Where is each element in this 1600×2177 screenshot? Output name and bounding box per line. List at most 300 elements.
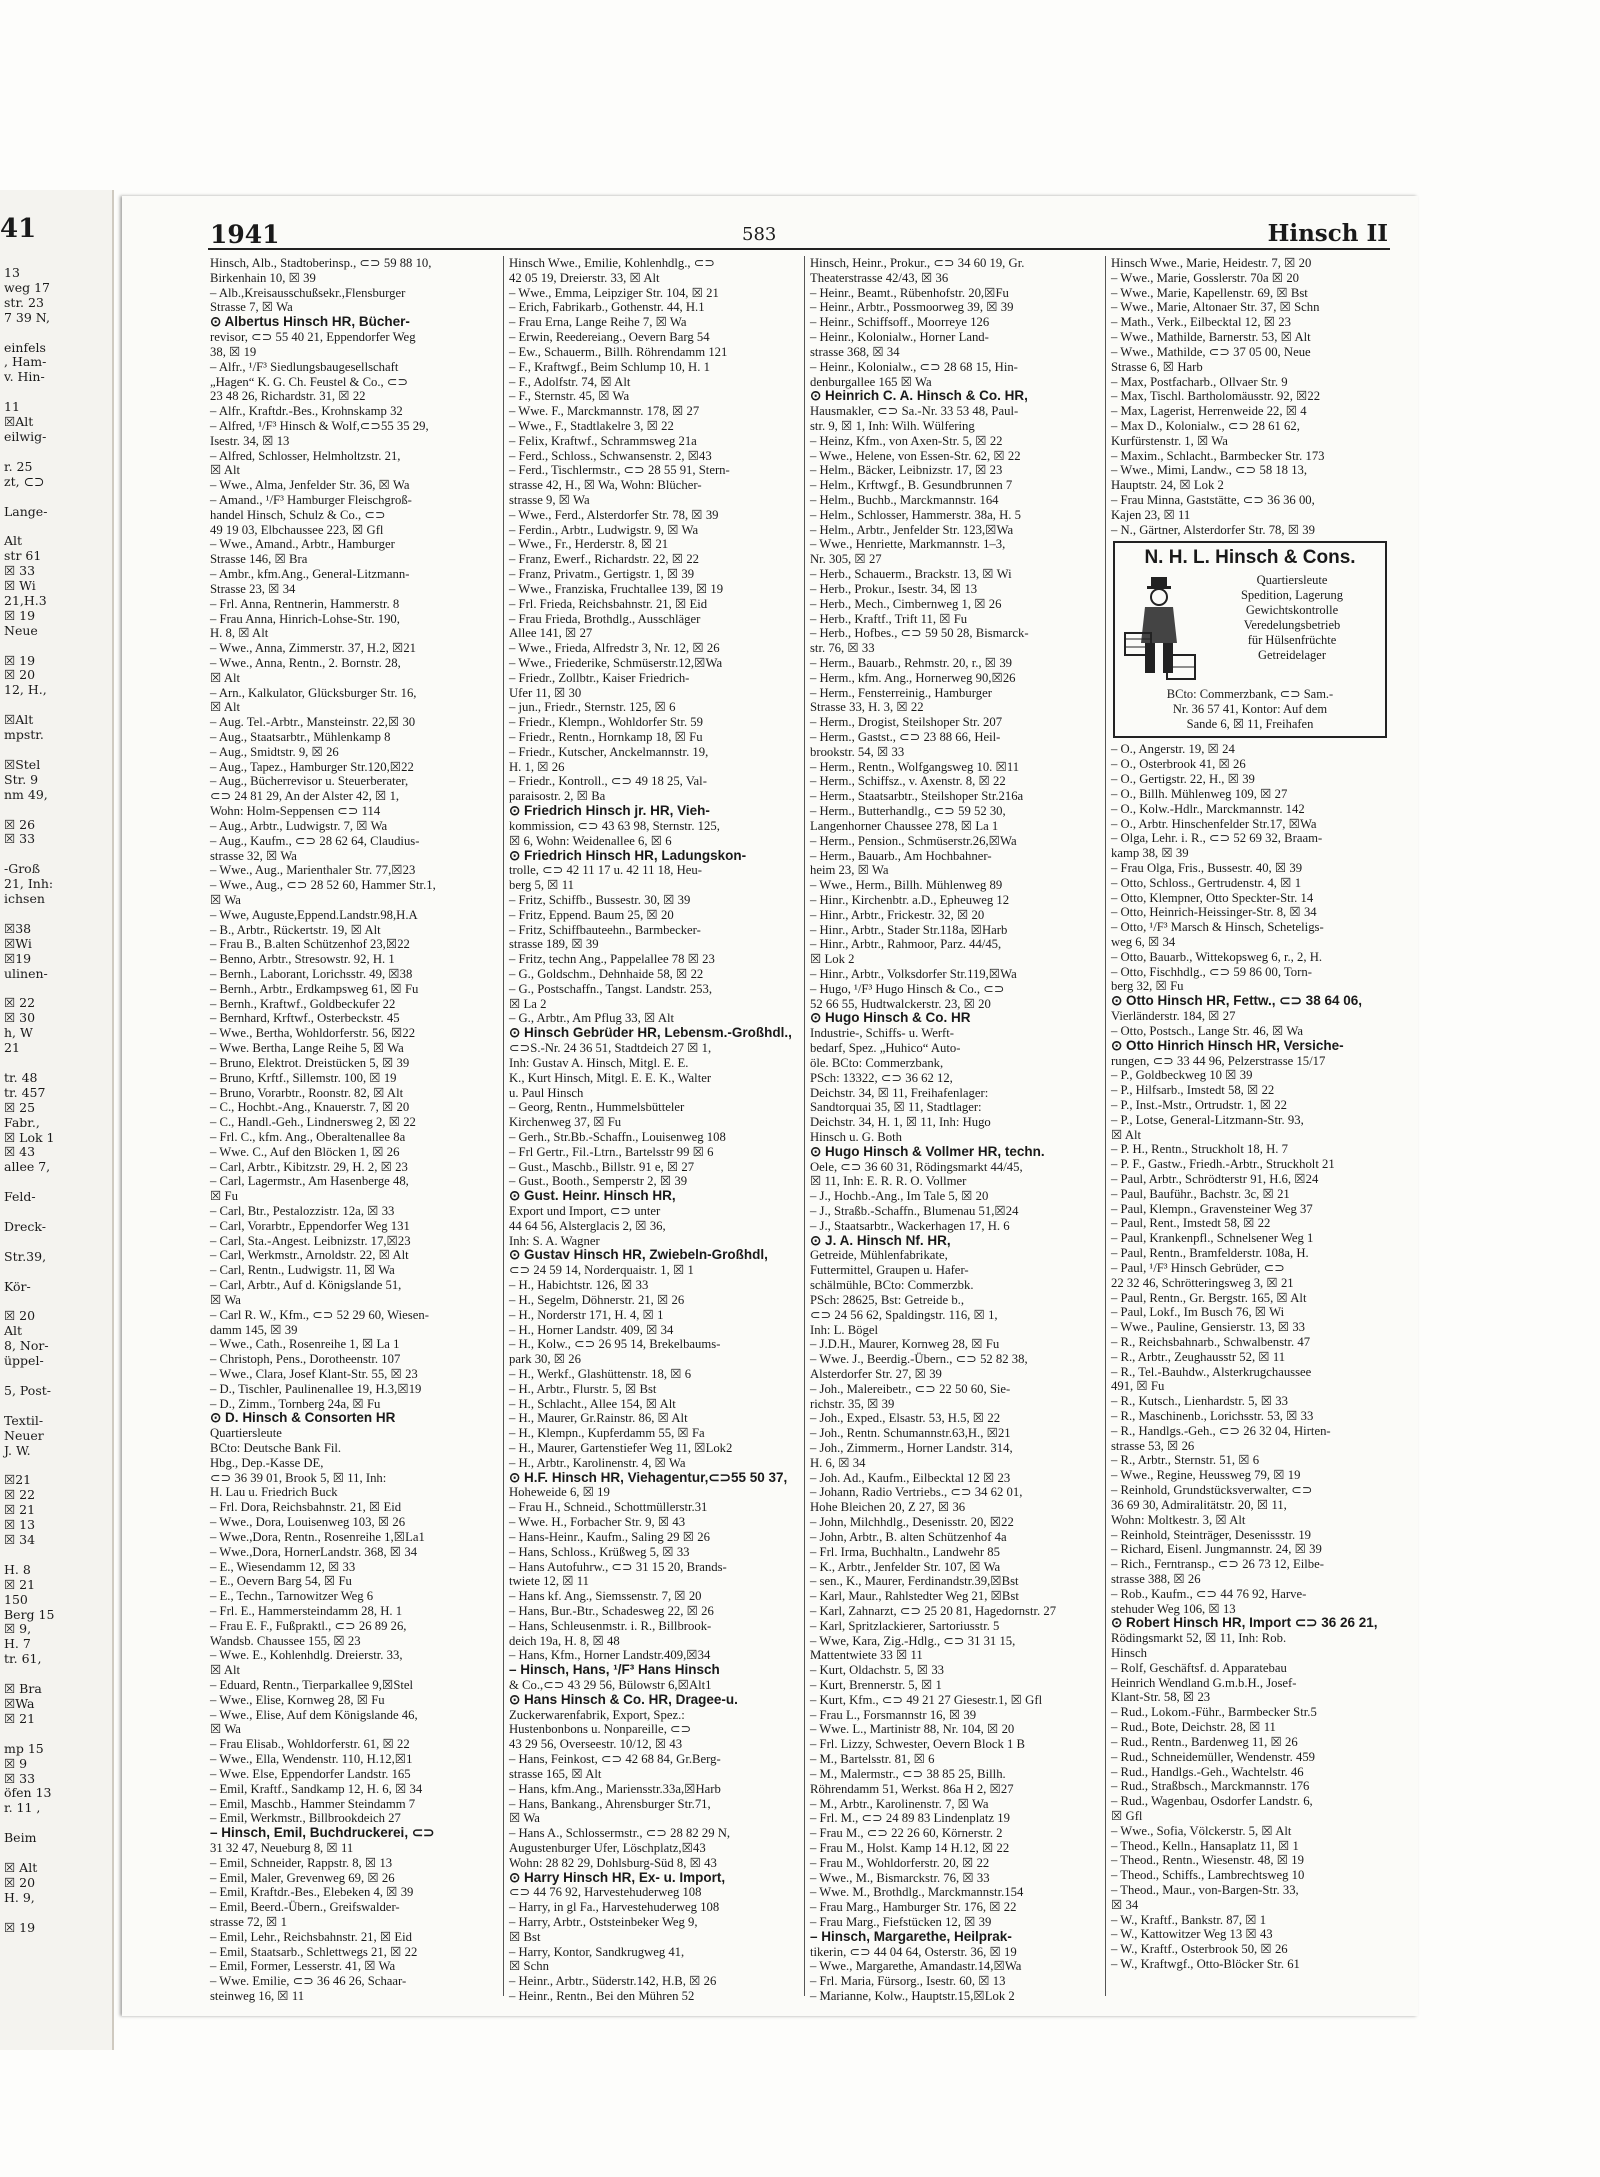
directory-entry-line: ☒ Fu bbox=[210, 1189, 238, 1204]
directory-entry-line: – H., Maurer, Gartenstiefer Weg 11, ☒Lok2 bbox=[509, 1441, 733, 1455]
directory-entry-line: – Paul, Rent., Imstedt 58, ☒ 22 bbox=[1111, 1216, 1271, 1231]
page-fragment: Berg 15 bbox=[4, 1606, 55, 1622]
directory-entry-line: – Aug., Bücherrevisor u. Steuerberater, bbox=[210, 774, 409, 789]
page-fragment: öfen 13 bbox=[4, 1785, 52, 1801]
directory-entry-line: ☒ Gfl bbox=[1111, 1808, 1143, 1823]
directory-entry-line: – P., Goldbeckweg 10 ☒ 39 bbox=[1111, 1068, 1253, 1083]
page-fragment bbox=[0, 1846, 55, 1861]
directory-entry-line: – Aug., Smidtstr. 9, ☒ 26 bbox=[210, 744, 339, 759]
page-fragment bbox=[0, 1667, 55, 1682]
directory-entry-line: – O., Angerstr. 19, ☒ 24 bbox=[1111, 742, 1235, 757]
previous-page-number: 41 bbox=[0, 214, 37, 244]
column-1 bbox=[210, 256, 498, 2004]
directory-entry-line: berg 5, ☒ 11 bbox=[509, 878, 574, 893]
directory-entry-line: 43 29 56, Overseestr. 10/12, ☒ 43 bbox=[509, 1737, 683, 1752]
directory-entry-line: – Herm., kfm. Ang., Hornerweg 90,☒26 bbox=[810, 670, 1016, 685]
page-fragment: 21 bbox=[4, 1040, 20, 1056]
directory-entry-line: – M., Malermstr., ⊂⊃ 38 85 25, Billh. bbox=[810, 1766, 1006, 1781]
directory-entry-line: – Herm., Bauarb., Am Hochbahner- bbox=[810, 848, 992, 863]
directory-entry-line: – Karl, Maur., Rahlstedter Weg 21, ☒Bst bbox=[810, 1589, 1019, 1604]
directory-entry-line: – Marianne, Kolw., Hauptstr.15,☒Lok 2 bbox=[810, 1989, 1015, 2004]
directory-entry-line: – Herm., Drogist, Steilshoper Str. 207 bbox=[810, 715, 1003, 730]
page-fragment: mpstr. bbox=[4, 727, 44, 743]
directory-entry-line: – Heinr., Rentn., Bei den Mühren 52 bbox=[509, 1989, 695, 2004]
page-fragment: mp 15 bbox=[4, 1740, 44, 1756]
directory-entry-line: – Alfr., ¹/F³ Siedlungsbaugesellschaft bbox=[210, 359, 399, 374]
directory-entry-line: ⊙ Hugo Hinsch & Co. HR bbox=[810, 1010, 971, 1026]
directory-entry-line: – Hans, Bur.-Btr., Schadesweg 22, ☒ 26 bbox=[509, 1603, 714, 1618]
ad-description bbox=[1205, 573, 1379, 683]
directory-entry-line: ☒ Wa bbox=[210, 1292, 241, 1307]
directory-entry-line: – Frl. C., kfm. Ang., Oberaltenallee 8a bbox=[210, 1129, 406, 1144]
page-fragment: ☒ 20 bbox=[4, 667, 36, 683]
directory-entry-line: – Paul, Rentn., Gr. Bergstr. 165, ☒ Alt bbox=[1111, 1290, 1307, 1305]
directory-entry-line: – Hans, kfm.Ang., Mariensstr.33a,☒Harb bbox=[509, 1781, 721, 1796]
directory-entry-line: – Arn., Kalkulator, Glücksburger Str. 16, bbox=[210, 685, 417, 700]
directory-entry-line: Strasse 146, ☒ Bra bbox=[210, 552, 308, 567]
page-fragment: zt, ⊂⊃ bbox=[4, 473, 45, 489]
directory-entry-line: – Harry, Kontor, Sandkrugweg 41, bbox=[509, 1944, 685, 1959]
directory-entry-line: – Aug. Tel.-Arbtr., Mansteinstr. 22,☒ 30 bbox=[210, 715, 416, 730]
page-fragment bbox=[0, 1369, 55, 1384]
directory-entry-line: Inh: S. A. Wagner bbox=[509, 1233, 600, 1248]
directory-entry-line: – Wwe. Bertha, Lange Reihe 5, ☒ Wa bbox=[210, 1041, 404, 1056]
directory-entry-line: ☒ 6, Wohn: Weidenallee 6, ☒ 6 bbox=[509, 833, 672, 848]
directory-entry-line: – F., Kraftwgf., Beim Schlump 10, H. 1 bbox=[509, 359, 710, 374]
directory-entry-line: Kirchenweg 37, ☒ Fu bbox=[509, 1115, 622, 1130]
directory-entry-line: – Paul, Krankenpfl., Schnelsener Weg 1 bbox=[1111, 1231, 1314, 1246]
directory-entry-line: ⊙ Hans Hinsch & Co. HR, Dragee-u. bbox=[509, 1691, 738, 1707]
page-fragment: Textil- bbox=[4, 1412, 44, 1428]
directory-entry-line: – Hinr., Arbtr., Stader Str.118a, ☒Harb bbox=[810, 922, 1008, 937]
directory-entry-line: Hbg., Dep.-Kasse DE, bbox=[210, 1455, 324, 1470]
page-fragment: ☒Wi bbox=[4, 935, 32, 951]
directory-entry-line: ⊙ Albertus Hinsch HR, Bücher- bbox=[210, 314, 410, 330]
directory-entry-line: – Emil, Former, Lesserstr. 41, ☒ Wa bbox=[210, 1959, 396, 1974]
directory-entry-line: – Franz, Privatm., Gertigstr. 1, ☒ 39 bbox=[509, 567, 695, 582]
directory-entry-line: damm 145, ☒ 39 bbox=[210, 1322, 298, 1337]
directory-entry-line: – Frl Gertr., Fil.-Ltrn., Bartelsstr 99 ☒ 6 bbox=[509, 1144, 714, 1159]
directory-entry-line: – Otto, ¹/F³ Marsch & Hinsch, Scheteligs- bbox=[1111, 920, 1324, 935]
directory-entry-line: – H., Norderstr 171, H. 4, ☒ 1 bbox=[509, 1307, 664, 1322]
previous-page-fragments bbox=[0, 266, 55, 1936]
directory-entry-line: strasse 165, ☒ Alt bbox=[509, 1766, 602, 1781]
page-fragment: ☒ Lok 1 bbox=[4, 1129, 55, 1145]
column-divider bbox=[1105, 256, 1106, 1996]
page-fragment: ☒Alt bbox=[4, 414, 34, 430]
directory-entry-line: – Wwe., Anna, Zimmerstr. 37, H.2, ☒21 bbox=[210, 641, 417, 656]
directory-entry-line: – Wwe, Kara, Zig.-Hdlg., ⊂⊃ 31 31 15, bbox=[810, 1633, 1016, 1648]
page-fragment: 8, Nor- bbox=[4, 1338, 49, 1354]
directory-entry-line: ⊂⊃ 36 39 01, Brook 5, ☒ 11, Inh: bbox=[210, 1470, 387, 1485]
directory-page bbox=[122, 196, 1418, 2016]
directory-entry-line: Quartiersleute bbox=[210, 1426, 282, 1441]
directory-entry-line: 31 32 47, Neueburg 8, ☒ 11 bbox=[210, 1840, 354, 1855]
directory-entry-line: – R., Arbtr., Zeughausstr 52, ☒ 11 bbox=[1111, 1349, 1286, 1364]
directory-entry-line: ⊙ Friedrich Hinsch HR, Ladungskon- bbox=[509, 847, 747, 863]
directory-entry-line: – Frau Erna, Lange Reihe 7, ☒ Wa bbox=[509, 315, 687, 330]
directory-entry-line: – Herb., Prokur., Isestr. 34, ☒ 13 bbox=[810, 581, 978, 596]
directory-entry-line: – Wwe., Clara, Josef Klant-Str. 55, ☒ 23 bbox=[210, 1366, 418, 1381]
directory-entry-line: – Hinr., Kirchenbtr. a.D., Epheuweg 12 bbox=[810, 892, 1010, 907]
directory-entry-line: Strasse 33, H. 3, ☒ 22 bbox=[810, 700, 924, 715]
directory-entry-line: – Frau Olga, Fris., Bussestr. 40, ☒ 39 bbox=[1111, 860, 1303, 875]
page-fragment: Fabr., bbox=[4, 1114, 40, 1130]
directory-entry-line: – Otto, Klempner, Otto Speckter-Str. 14 bbox=[1111, 890, 1314, 905]
directory-entry-line: – Wwe., Emma, Leipziger Str. 104, ☒ 21 bbox=[509, 285, 719, 300]
directory-entry-line: – Alb.,Kreisausschußsekr.,Flensburger bbox=[210, 285, 406, 300]
directory-entry-line: str. 76, ☒ 33 bbox=[810, 641, 875, 656]
page-fragment: ☒ 19 bbox=[4, 652, 36, 668]
directory-entry-line: ☒ Wa bbox=[210, 1722, 241, 1737]
directory-entry-line: – Wwe., Elise, Kornweg 28, ☒ Fu bbox=[210, 1692, 385, 1707]
directory-entry-line: – Ew., Schauerm., Billh. Röhrendamm 121 bbox=[509, 344, 728, 359]
page-fragment: ☒Alt bbox=[4, 712, 34, 728]
directory-entry-line: – Bruno, Vorarbtr., Roonstr. 82, ☒ Alt bbox=[210, 1085, 404, 1100]
page-fragment: Str. 9 bbox=[4, 771, 39, 787]
directory-entry-line: Strasse 7, ☒ Wa bbox=[210, 300, 293, 315]
page-fragment bbox=[0, 1205, 55, 1220]
directory-entry-line: – Ferd., Schloss., Schwansenstr. 2, ☒43 bbox=[509, 448, 712, 463]
ad-footer bbox=[1121, 687, 1379, 732]
directory-entry-line: – Wwe., Pauline, Gensierstr. 13, ☒ 33 bbox=[1111, 1320, 1306, 1335]
directory-entry-line: Export und Import, ⊂⊃ unter bbox=[509, 1204, 661, 1218]
page-fragment bbox=[0, 1816, 55, 1831]
directory-entry-line: rungen, ⊂⊃ 33 44 96, Pelzerstrasse 15/17 bbox=[1111, 1053, 1326, 1068]
page-fragment: 21,H.3 bbox=[4, 592, 47, 608]
directory-entry-line: Hinsch u. G. Both bbox=[810, 1129, 902, 1144]
directory-entry-line: – Heinz, Kfm., von Axen-Str. 5, ☒ 22 bbox=[810, 433, 1003, 448]
directory-entry-line: – Friedr., Rentn., Hornkamp 18, ☒ Fu bbox=[509, 730, 703, 744]
previous-page-edge bbox=[0, 190, 114, 2050]
directory-entry-line: – Wwe., Fr., Herderstr. 8, ☒ 21 bbox=[509, 537, 669, 552]
directory-entry-line: – John, Arbtr., B. alten Schützenhof 4a bbox=[810, 1529, 1007, 1544]
directory-entry-line: 42 05 19, Dreierstr. 33, ☒ Alt bbox=[509, 270, 660, 285]
directory-entry-line: – Emil, Kraftdr.-Bes., Elebeken 4, ☒ 39 bbox=[210, 1885, 414, 1900]
directory-entry-line: – Frau Minna, Gaststätte, ⊂⊃ 36 36 00, bbox=[1111, 493, 1315, 507]
directory-entry-line: – H., Horner Landstr. 409, ☒ 34 bbox=[509, 1322, 674, 1337]
directory-entry-line: – W., Kraftf., Bankstr. 87, ☒ 1 bbox=[1111, 1912, 1267, 1927]
directory-entry-line: – Kurt, Kfm., ⊂⊃ 49 21 27 Giesestr.1, ☒ Gfl bbox=[810, 1692, 1043, 1707]
directory-entry-line: kamp 38, ☒ 39 bbox=[1111, 846, 1189, 861]
page-fragment: Alt bbox=[4, 533, 23, 549]
directory-entry-line: Deichstr. 34, H. 1, ☒ 11, Inh: Hugo bbox=[810, 1115, 991, 1130]
directory-entry-line: Quartiersleute bbox=[1256, 573, 1328, 588]
directory-entry-line: – Christoph, Pens., Dorotheenstr. 107 bbox=[210, 1352, 401, 1367]
directory-entry-line: paraisostr. 2, ☒ Ba bbox=[509, 789, 606, 804]
directory-entry-line: ☒ 34 bbox=[1111, 1897, 1139, 1912]
directory-entry-line: – Herb., Mech., Cimbernweg 1, ☒ 26 bbox=[810, 596, 1002, 611]
directory-entry-line: – Helm., Arbtr., Jenfelder Str. 123,☒Wa bbox=[810, 522, 1014, 537]
directory-entry-line: – Herm., Butterhandlg., ⊂⊃ 59 52 30, bbox=[810, 804, 1006, 819]
directory-entry-line: Wohn: Holm-Seppensen ⊂⊃ 114 bbox=[210, 804, 381, 819]
directory-entry-line: – Emil, Lehr., Reichsbahnstr. 21, ☒ Eid bbox=[210, 1929, 413, 1944]
directory-entry-line: – F., Adolfstr. 74, ☒ Alt bbox=[509, 374, 631, 389]
directory-entry-line: – Herm., Pension., Schmüserstr.26,☒Wa bbox=[810, 833, 1017, 848]
directory-entry-line: – Aug., Staatsarbtr., Mühlenkamp 8 bbox=[210, 730, 391, 744]
directory-entry-line: Alsterdorfer Str. 27, ☒ 39 bbox=[810, 1366, 942, 1381]
directory-entry-line: Wohn: 28 82 29, Dohlsburg-Süd 8, ☒ 43 bbox=[509, 1855, 717, 1870]
directory-entry-line: ⊙ Gust. Heinr. Hinsch HR, bbox=[509, 1188, 676, 1204]
page-fragment: Lange- bbox=[4, 503, 48, 519]
page-fragment: ☒ 30 bbox=[4, 1010, 36, 1026]
directory-entry-line: ⊙ J. A. Hinsch Nf. HR, bbox=[810, 1232, 951, 1248]
directory-entry-line: – Aug., Kaufm., ⊂⊃ 28 62 64, Claudius- bbox=[210, 833, 420, 848]
directory-entry-line: – Frau L., Forsmannstr 16, ☒ 39 bbox=[810, 1707, 977, 1722]
page-fragment bbox=[0, 326, 55, 341]
directory-entry-line: 38, ☒ 19 bbox=[210, 344, 257, 359]
directory-entry-line: – P. H., Rentn., Struckholt 18, H. 7 bbox=[1111, 1142, 1288, 1157]
directory-entry-line: – H., Klempn., Kupferdamm 55, ☒ Fa bbox=[509, 1426, 705, 1441]
page-fragment: r. 25 bbox=[4, 458, 33, 474]
column-4 bbox=[1111, 256, 1393, 1996]
directory-entry-line: – Herm., Gastst., ⊂⊃ 23 88 66, Heil- bbox=[810, 730, 1001, 744]
page-fragment: tr. 61, bbox=[4, 1651, 42, 1667]
directory-entry-line: – Emil, Schneider, Rappstr. 8, ☒ 13 bbox=[210, 1855, 393, 1870]
directory-entry-line: – J., Staatsarbtr., Wackerhagen 17, H. 6 bbox=[810, 1218, 1010, 1233]
directory-entry-line: – Carl, Vorarbtr., Eppendorfer Weg 131 bbox=[210, 1218, 410, 1233]
directory-entry-line: – Herm., Fensterreinig., Hamburger bbox=[810, 685, 992, 700]
directory-entry-line: ⊙ Otto Hinrich Hinsch HR, Versiche- bbox=[1111, 1037, 1344, 1053]
page-fragment: üppel- bbox=[4, 1353, 44, 1369]
page-fragment: ☒ 9 bbox=[4, 1755, 28, 1771]
directory-entry-line: – Herm., Rentn., Wolfgangsweg 10. ☒11 bbox=[810, 759, 1020, 774]
directory-entry-line: Nr. 36 57 41, Kontor: Auf dem bbox=[1172, 702, 1328, 717]
directory-entry-line: – Theod., Schiffs., Lambrechtsweg 10 bbox=[1111, 1868, 1305, 1883]
directory-entry-line: – G., Postschaffn., Tangst. Landstr. 253, bbox=[509, 981, 713, 996]
page-fragment: H. 7 bbox=[4, 1636, 31, 1652]
directory-entry-line: Nr. 305, ☒ 27 bbox=[810, 552, 882, 567]
directory-entry-line: – jun., Friedr., Sternstr. 125, ☒ 6 bbox=[509, 700, 676, 715]
directory-entry-line: – Wwe., Mathilde, ⊂⊃ 37 05 00, Neue bbox=[1111, 344, 1311, 359]
page-fragment: ☒ 13 bbox=[4, 1517, 36, 1533]
directory-entry-line: – Richard, Eisenl. Jungmannstr. 24, ☒ 39 bbox=[1111, 1542, 1322, 1557]
directory-entry-line: Wohn: Moltkestr. 3, ☒ Alt bbox=[1111, 1512, 1246, 1527]
directory-entry-line: Sande 6, ☒ 11, Freihafen bbox=[1186, 717, 1314, 732]
directory-entry-line: strasse 72, ☒ 1 bbox=[210, 1915, 287, 1929]
directory-entry-line: – Wwe., Amand., Arbtr., Hamburger bbox=[210, 537, 395, 552]
directory-entry-line: – M., Arbtr., Karolinenstr. 7, ☒ Wa bbox=[810, 1796, 989, 1811]
directory-entry-line: – Paul, Klempn., Gravensteiner Weg 37 bbox=[1111, 1201, 1313, 1216]
directory-entry-line: – Emil, Werkmstr., Billbrookdeich 27 bbox=[210, 1811, 401, 1826]
directory-entry-line: – Wwe., M., Bismarckstr. 76, ☒ 33 bbox=[810, 1870, 990, 1885]
directory-entry-line: – Carl, Rentn., Ludwigstr. 11, ☒ Wa bbox=[210, 1263, 395, 1278]
directory-entry-line: 52 66 55, Hudtwalckerstr. 23, ☒ 20 bbox=[810, 996, 991, 1011]
page-fragment: ☒Stel bbox=[4, 756, 41, 772]
column-4-top-entries bbox=[1111, 256, 1393, 537]
directory-entry-line: – Helm., Buchb., Marckmannstr. 164 bbox=[810, 493, 999, 507]
directory-entry-line: – Wwe., Aug., Marienthaler Str. 77,☒23 bbox=[210, 863, 416, 878]
directory-entry-line: Getreidelager bbox=[1257, 648, 1326, 663]
directory-entry-line: – Otto, Schloss., Gertrudenstr. 4, ☒ 1 bbox=[1111, 875, 1302, 890]
directory-entry-line: – B., Arbtr., Rückertstr. 19, ☒ Alt bbox=[210, 922, 381, 937]
directory-entry-line: – Paul, Lokf., Im Busch 76, ☒ Wi bbox=[1111, 1305, 1285, 1320]
directory-entry-line: ⊙ Hinsch Gebrüder HR, Lebensm.-Großhdl., bbox=[509, 1025, 792, 1041]
directory-entry-line: Getreide, Mühlenfabrikate, bbox=[810, 1248, 948, 1263]
directory-entry-line: – K., Arbtr., Jenfelder Str. 107, ☒ Wa bbox=[810, 1559, 1001, 1574]
directory-entry-line: – Hans-Heinr., Kaufm., Saling 29 ☒ 26 bbox=[509, 1529, 710, 1544]
directory-entry-line: – Wwe. J., Beerdig.-Übern., ⊂⊃ 52 82 38, bbox=[810, 1352, 1028, 1367]
directory-entry-line: – Bernh., Laborant, Lorichsstr. 49, ☒38 bbox=[210, 967, 413, 981]
directory-entry-line: ☒ Alt bbox=[210, 700, 241, 715]
directory-entry-line: Inh: L. Bögel bbox=[810, 1322, 879, 1337]
page-fragment: einfels bbox=[4, 339, 46, 355]
directory-entry-line: – Heinr., Kolonialw., ⊂⊃ 28 68 15, Hin- bbox=[810, 359, 1018, 374]
page-fragment: Dreck- bbox=[4, 1219, 46, 1234]
directory-entry-line: – R., Tel.-Bauhdw., Alsterkrugchaussee bbox=[1111, 1364, 1312, 1379]
directory-entry-line: – Carl, Arbtr., Auf d. Königslande 51, bbox=[210, 1278, 402, 1293]
directory-entry-line: twiete 12, ☒ 11 bbox=[509, 1574, 589, 1589]
directory-entry-line: – W., Kraftwgf., Otto-Blöcker Str. 61 bbox=[1111, 1957, 1300, 1972]
directory-entry-line: Hustenbonbons u. Nonpareille, ⊂⊃ bbox=[509, 1722, 692, 1737]
directory-entry-line: – Math., Verk., Eilbecktal 12, ☒ 23 bbox=[1111, 315, 1291, 330]
directory-entry-line: Ufer 11, ☒ 30 bbox=[509, 685, 582, 700]
directory-entry-line: – Wwe., F., Stadtlakelre 3, ☒ 22 bbox=[509, 418, 674, 433]
directory-entry-line: – Frau M., ⊂⊃ 22 26 60, Körnerstr. 2 bbox=[810, 1826, 1003, 1841]
directory-entry-line: 491, ☒ Fu bbox=[1111, 1379, 1165, 1394]
directory-entry-line: PSch: 28625, Bst: Getreide b., bbox=[810, 1292, 965, 1307]
directory-entry-line: – Herm., Staatsarbtr., Steilshoper Str.216a bbox=[810, 789, 1024, 804]
directory-entry-line: 36 69 30, Admiralitätstr. 20, ☒ 11, bbox=[1111, 1497, 1287, 1512]
directory-entry-line: Hinsch, Heinr., Prokur., ⊂⊃ 34 60 19, Gr. bbox=[810, 256, 1025, 270]
directory-entry-line: – Frau Marg., Fiefstücken 12, ☒ 39 bbox=[810, 1915, 992, 1929]
directory-entry-line: – Hinsch, Emil, Buchdruckerei, ⊂⊃ bbox=[210, 1825, 435, 1841]
directory-entry-line: Birkenhain 10, ☒ 39 bbox=[210, 270, 316, 285]
directory-entry-line: 44 64 56, Alsterglacis 2, ☒ 36, bbox=[509, 1218, 666, 1233]
page-fragment: ☒ 21 bbox=[4, 1576, 36, 1592]
directory-entry-line: – Georg, Rentn., Hummelsbütteler bbox=[509, 1100, 685, 1115]
directory-entry-line: – Emil, Maschb., Hammer Steindamm 7 bbox=[210, 1796, 416, 1811]
directory-entry-line: – Frau B., B.alten Schützenhof 23,☒22 bbox=[210, 937, 410, 952]
directory-entry-line: – Carl, Arbtr., Kibitzstr. 29, H. 2, ☒ 23 bbox=[210, 1159, 408, 1174]
directory-entry-line: – Wwe. F., Marckmannstr. 178, ☒ 27 bbox=[509, 404, 700, 419]
directory-entry-line: – Frau Anna, Hinrich-Lohse-Str. 190, bbox=[210, 611, 400, 626]
directory-entry-line: – Herb., Hofbes., ⊂⊃ 59 50 28, Bismarck- bbox=[810, 626, 1029, 641]
directory-entry-line: – Carl, Sta.-Angest. Leibnizstr. 17,☒23 bbox=[210, 1233, 411, 1248]
directory-entry-line: – H., Maurer, Gr.Rainstr. 86, ☒ Alt bbox=[509, 1411, 688, 1426]
directory-entry-line: – G., Goldschm., Dehnhaide 58, ☒ 22 bbox=[509, 967, 704, 981]
directory-entry-line: – Hans, Feinkost, ⊂⊃ 42 68 84, Gr.Berg- bbox=[509, 1752, 721, 1767]
page-fragment bbox=[0, 1265, 55, 1280]
page-fragment: Neuer bbox=[4, 1427, 44, 1443]
directory-entry-line: – Wwe. L., Martinistr 88, Nr. 104, ☒ 20 bbox=[810, 1722, 1015, 1737]
directory-entry-line: deich 19a, H. 8, ☒ 48 bbox=[509, 1633, 620, 1648]
page-fragment: h, W bbox=[4, 1025, 33, 1041]
directory-entry-line: – Gust., Maschb., Billstr. 91 e, ☒ 27 bbox=[509, 1159, 695, 1174]
directory-entry-line: – Fritz, techn Ang., Pappelallee 78 ☒ 23 bbox=[509, 952, 715, 967]
page-fragment: H. 9, bbox=[4, 1889, 35, 1905]
directory-entry-line: – O., Billh. Mühlenweg 109, ☒ 27 bbox=[1111, 786, 1288, 801]
directory-entry-line: – Hinr., Arbtr., Volksdorfer Str.119,☒Wa bbox=[810, 967, 1017, 981]
directory-entry-line: – Hans, Bankang., Ahrensburger Str.71, bbox=[509, 1796, 711, 1811]
page-header bbox=[122, 210, 1418, 249]
directory-entry-line: – Olga, Lehr. i. R., ⊂⊃ 52 69 32, Braam- bbox=[1111, 831, 1323, 846]
page-fragment: Alt bbox=[4, 1323, 23, 1339]
directory-entry-line: – Wwe., Cath., Rosenreihe 1, ☒ La 1 bbox=[210, 1337, 400, 1352]
directory-entry-line: – Felix, Kraftwf., Schrammsweg 21a bbox=[509, 433, 697, 448]
directory-entry-line: – Herm., Schiffsz., v. Axenstr. 8, ☒ 22 bbox=[810, 774, 1006, 789]
directory-entry-line: – Wwe. M., Brothdlg., Marckmannstr.154 bbox=[810, 1885, 1024, 1900]
directory-entry-line: brookstr. 54, ☒ 33 bbox=[810, 744, 905, 759]
directory-entry-line: – Wwe., Herm., Billh. Mühlenweg 89 bbox=[810, 878, 1003, 893]
directory-entry-line: revisor, ⊂⊃ 55 40 21, Eppendorfer Weg bbox=[210, 330, 416, 345]
directory-entry-line: – Wwe., Alma, Jenfelder Str. 36, ☒ Wa bbox=[210, 478, 410, 493]
directory-entry-line: – Theod., Kelln., Hansaplatz 11, ☒ 1 bbox=[1111, 1838, 1299, 1853]
directory-entry-line: – Hans, Schloss., Krüßweg 5, ☒ 33 bbox=[509, 1544, 690, 1559]
page-fragment: ☒ 26 bbox=[4, 816, 36, 832]
directory-entry-line: Hinsch, Alb., Stadtoberinsp., ⊂⊃ 59 88 10, bbox=[210, 256, 432, 270]
directory-entry-line: – Franz, Ewerf., Richardstr. 22, ☒ 22 bbox=[509, 552, 700, 567]
directory-entry-line: – Wwe., Margarethe, Amandastr.14,☒Wa bbox=[810, 1959, 1022, 1974]
directory-entry-line: Klant-Str. 58, ☒ 23 bbox=[1111, 1690, 1211, 1705]
page-fragment: 13 bbox=[4, 265, 20, 280]
page-fragment: v. Hin- bbox=[4, 369, 45, 385]
page-fragment: r. 11 , bbox=[4, 1800, 41, 1816]
directory-entry-line: – Frl. M., ⊂⊃ 24 89 83 Lindenplatz 19 bbox=[810, 1811, 1010, 1826]
page-fragment: ☒21 bbox=[4, 1472, 32, 1488]
page-fragment bbox=[0, 1175, 55, 1190]
page-fragment bbox=[0, 385, 55, 400]
page-fragment: ☒ Wi bbox=[4, 578, 36, 594]
directory-entry-line: – Hinr., Arbtr., Frickestr. 32, ☒ 20 bbox=[810, 907, 985, 922]
ad-title: N. H. L. Hinsch & Cons. bbox=[1144, 547, 1356, 569]
directory-entry-line: – Wwe., Marie, Gosslerstr. 70a ☒ 20 bbox=[1111, 270, 1300, 285]
directory-entry-line: – Wwe., Anna, Rentn., 2. Bornstr. 28, bbox=[210, 655, 401, 670]
directory-entry-line: – Herb., Kraftf., Trift 11, ☒ Fu bbox=[810, 611, 968, 626]
directory-entry-line: – Ferd., Tischlermstr., ⊂⊃ 28 55 91, Stern- bbox=[509, 463, 730, 478]
directory-entry-line: – R., Reichsbahnarb., Schwalbenstr. 47 bbox=[1111, 1334, 1311, 1349]
directory-entry-line: – Frl. Lizzy, Schwester, Oevern Block 1 B bbox=[810, 1737, 1026, 1752]
directory-entry-line: – Wwe. C., Auf den Blöcken 1, ☒ 26 bbox=[210, 1144, 400, 1159]
directory-entry-line: H. 8, ☒ Alt bbox=[210, 626, 269, 641]
directory-entry-line: – Carl, Lagermstr., Am Hasenberge 48, bbox=[210, 1174, 409, 1189]
directory-entry-line: – F., Sternstr. 45, ☒ Wa bbox=[509, 389, 630, 404]
page-fragment: ichsen bbox=[4, 891, 45, 907]
directory-entry-line: – Hinsch, Hans, ¹/F³ Hans Hinsch bbox=[509, 1662, 720, 1678]
directory-entry-line: – O., Osterbrook 41, ☒ 26 bbox=[1111, 757, 1246, 772]
directory-entry-line: strasse 53, ☒ 26 bbox=[1111, 1438, 1195, 1453]
directory-entry-line: ⊙ Robert Hinsch HR, Import ⊂⊃ 36 26 21, bbox=[1111, 1615, 1378, 1631]
directory-entry-line: Wandsb. Chaussee 155, ☒ 23 bbox=[210, 1633, 361, 1648]
directory-entry-line: – G., Arbtr., Am Pflug 33, ☒ Alt bbox=[509, 1011, 675, 1026]
directory-entry-line: – Amand., ¹/F³ Hamburger Fleischgroß- bbox=[210, 493, 412, 507]
directory-entry-line: strasse 9, ☒ Wa bbox=[509, 493, 590, 507]
directory-entry-line: – Wwe., Franziska, Fruchtallee 139, ☒ 19 bbox=[509, 581, 724, 596]
directory-entry-line: – Frl. Dora, Reichsbahnstr. 21, ☒ Eid bbox=[210, 1500, 402, 1515]
directory-entry-line: Hauptstr. 24, ☒ Lok 2 bbox=[1111, 478, 1224, 493]
directory-entry-line: Veredelungsbetrieb bbox=[1243, 618, 1341, 633]
page-fragment: tr. 457 bbox=[4, 1084, 46, 1100]
advertisement-box bbox=[1113, 541, 1387, 738]
directory-entry-line: – Bernh., Kraftwf., Goldbeckufer 22 bbox=[210, 996, 396, 1011]
directory-entry-line: ☒ Wa bbox=[509, 1811, 540, 1826]
directory-entry-line: – Joh., Rentn. Schumannstr.63,H., ☒21 bbox=[810, 1426, 1011, 1441]
directory-entry-line: ⊂⊃ 44 76 92, Harvestehuderweg 108 bbox=[509, 1885, 702, 1900]
directory-entry-line: 23 48 26, Richardstr. 31, ☒ 22 bbox=[210, 389, 366, 404]
header-page-number: 583 bbox=[742, 224, 777, 245]
directory-entry-line: – Reinhold, Grundstücksverwalter, ⊂⊃ bbox=[1111, 1483, 1313, 1498]
directory-entry-line: – Heinr., Schiffsoff., Moorreye 126 bbox=[810, 315, 990, 330]
directory-entry-line: – J.D.H., Maurer, Kornweg 28, ☒ Fu bbox=[810, 1337, 1000, 1352]
directory-entry-line: – H., Segelm, Döhnerstr. 21, ☒ 26 bbox=[509, 1292, 685, 1307]
directory-entry-line: H. Lau u. Friedrich Buck bbox=[210, 1485, 338, 1500]
directory-entry-line: – Wwe., Ella, Wendenstr. 110, H.12,☒1 bbox=[210, 1752, 413, 1767]
directory-entry-line: – Joh., Exped., Elsastr. 53, H.5, ☒ 22 bbox=[810, 1411, 1001, 1426]
column-2 bbox=[509, 256, 799, 2004]
column-divider bbox=[503, 256, 504, 1996]
page-fragment: Neue bbox=[4, 622, 38, 638]
page-fragment: ☒ Bra bbox=[4, 1681, 42, 1697]
